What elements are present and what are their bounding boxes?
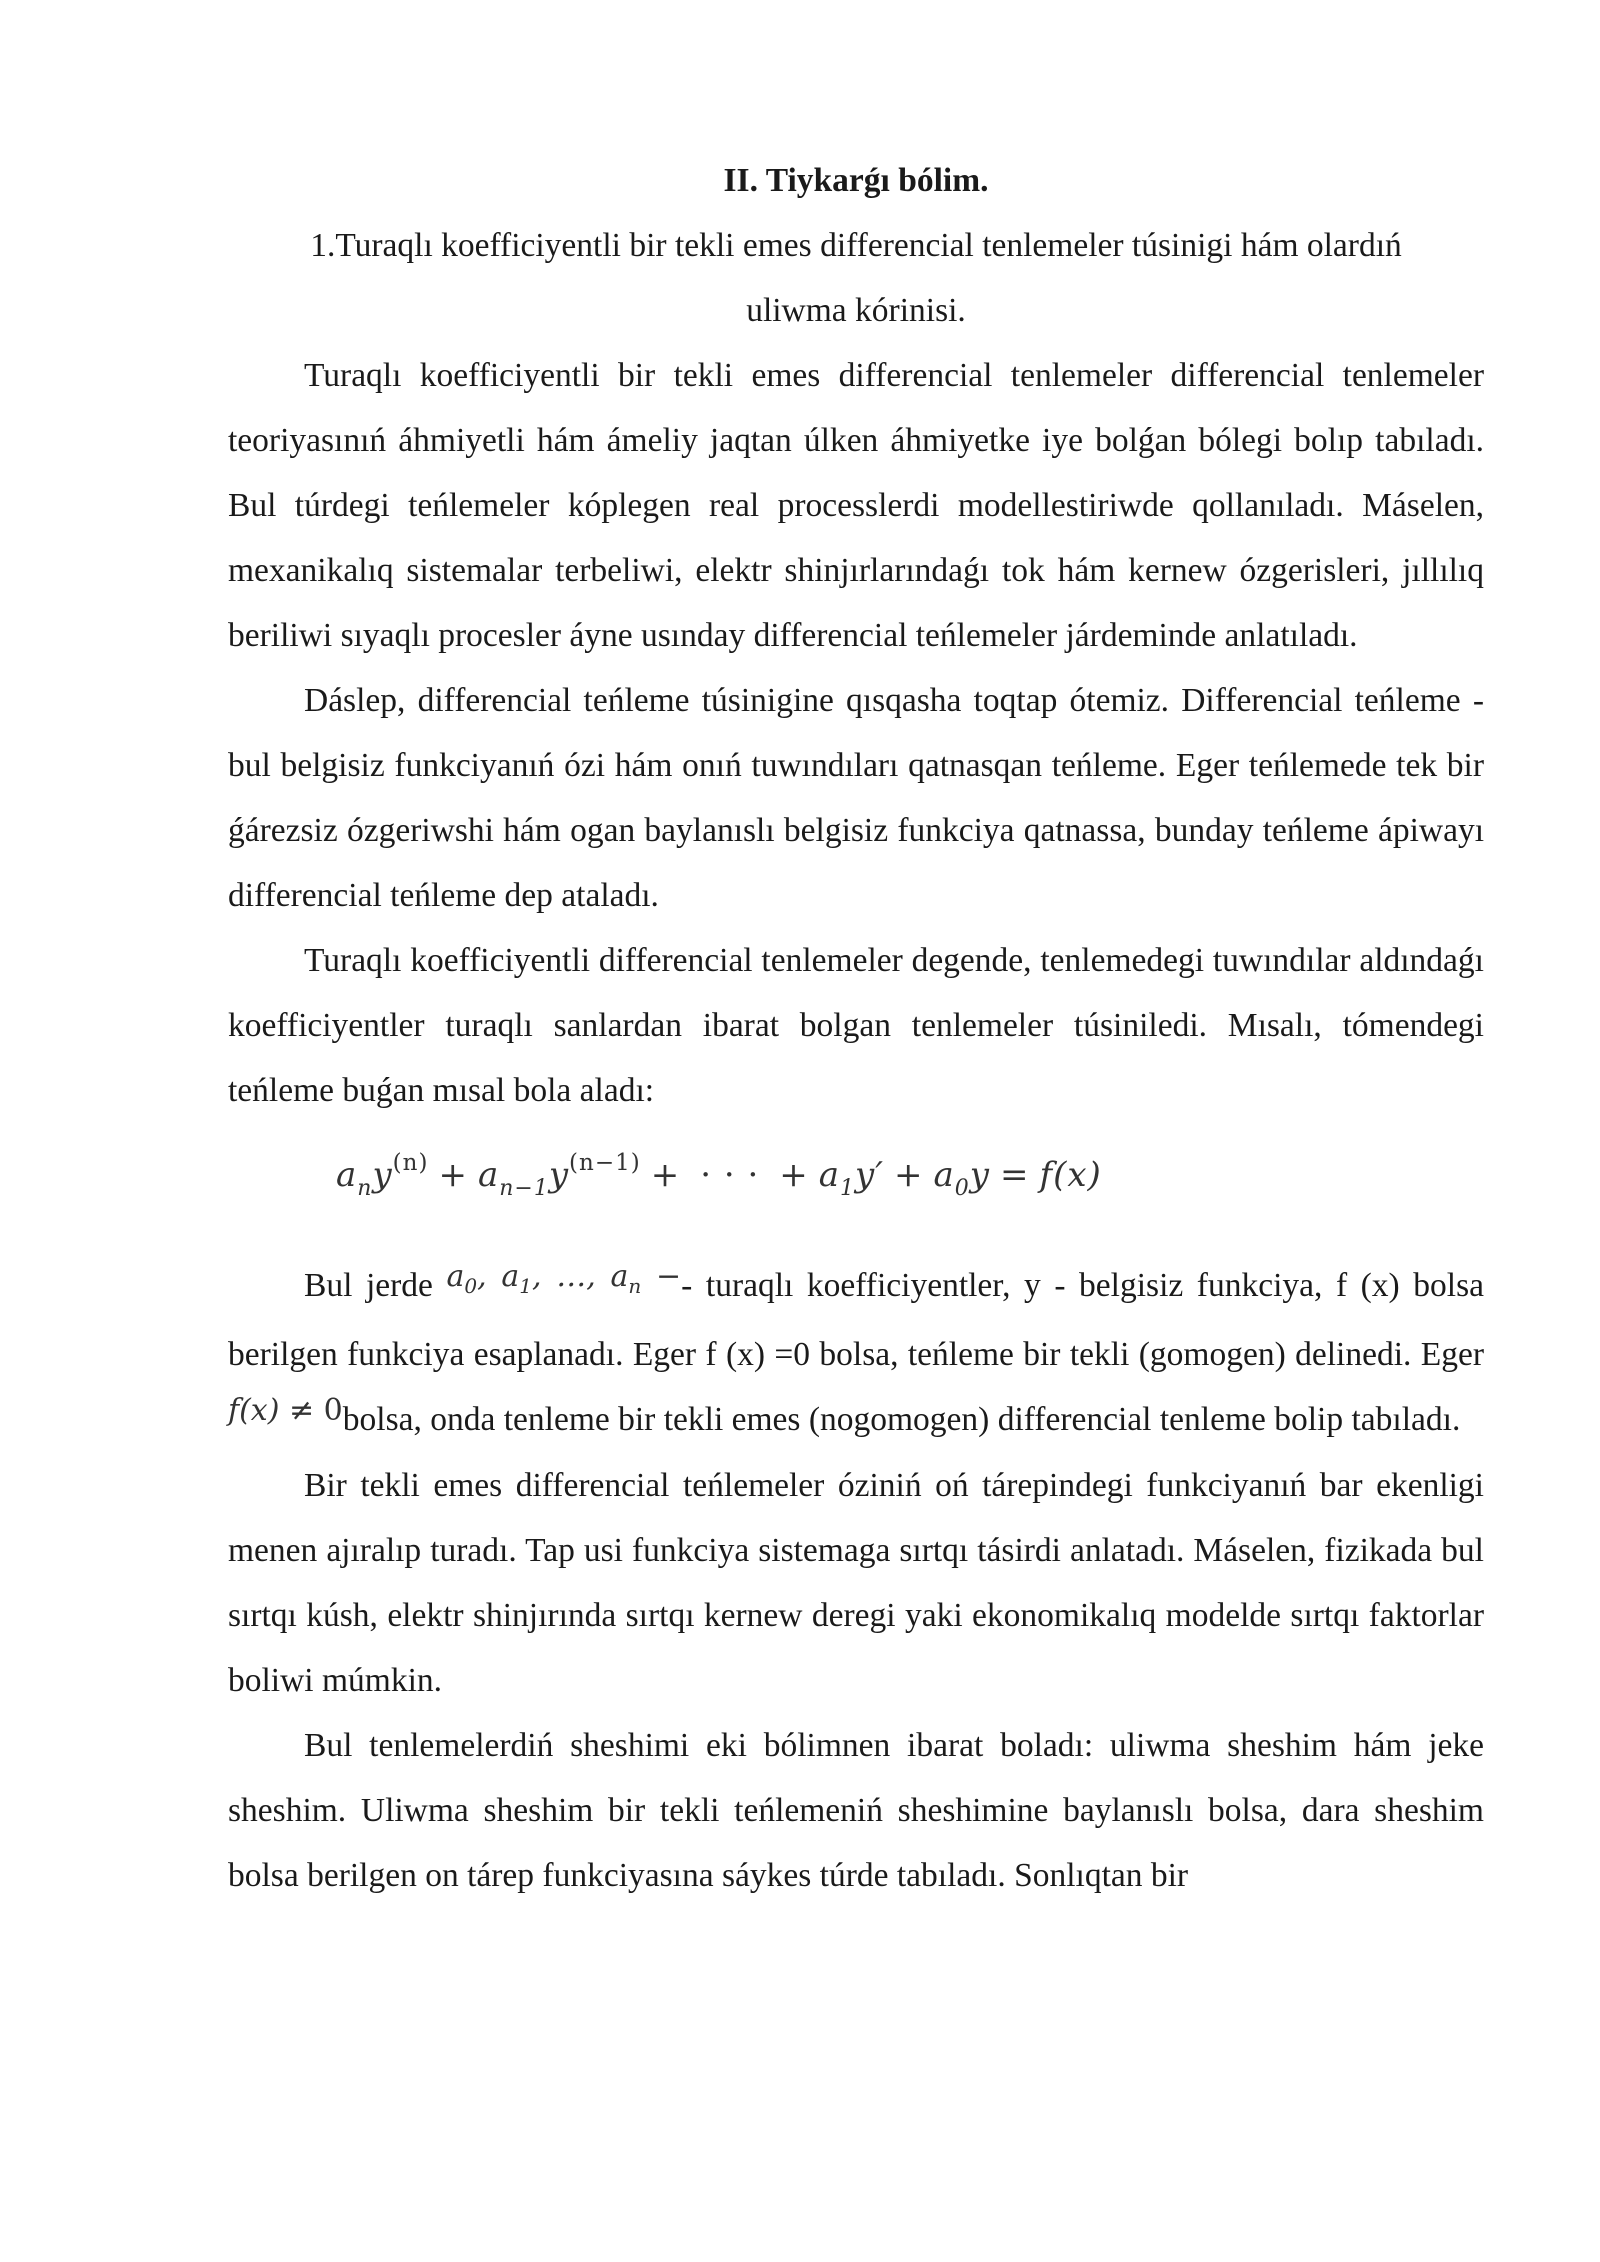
paragraph-nonhomogeneous: Bir tekli emes differencial teńlemeler óziniń oń tárepindegi funkciyanıń bar ekenligi menen ajıralıp turadı. Tap usi funkciya sistemaga sırtqı tásirdi anlatadı. Máselen, fizikada bul sırtqı kúsh, elektr shinjırında sırtqı kernew deregi yaki ekonomikalıq modelde sırtqı faktorlar boliwi múmkin.: [228, 1467, 1484, 1699]
linear-ode-equation: $a_ny^{(n)} + a_{n-1}y^{(n-1)}$ + · · · + $a_1y' + a_0y = f(x)$: [336, 1150, 1102, 1201]
equation-block: [228, 1123, 1484, 1253]
section-heading: II. Tiykarǵı bólim.: [723, 162, 989, 199]
paragraph-definition: Dáslep, differencial teńleme túsinigine qısqasha toqtap ótemiz. Differencial teńleme - bul belgisiz funkciyanıń ózi hám onıń tuwındıları qatnasqan teńleme. Eger teńlemede tek bir ǵárezsiz ózgeriwshi hám ogan baylanıslı belgisiz funkciya qatnassa, bunday teńleme ápiwayı differencial teńleme dep ataladı.: [228, 682, 1484, 914]
subsection-heading-line-2: uliwma kórinisi.: [746, 292, 966, 329]
paragraph-solution-structure: Bul tenlemelerdiń sheshimi eki bólimnen ibarat boladı: uliwma sheshim hám jeke sheshim. Uliwma sheshim bir tekli teńlemeniń sheshimine baylanıslı bolsa, dara sheshim bolsa berilgen on tárep funkciyasına sáykes túrde tabıladı. Sonlıqtan bir: [228, 1727, 1484, 1894]
paragraph-intro: Turaqlı koefficiyentli bir tekli emes differencial tenlemeler differencial tenlemeler teoriyasınıń áhmiyetli hám ámeliy jaqtan úlken áhmiyetke iye bolǵan bólegi bolıp tabıladı. Bul túrdegi teńlemeler kóplegen real processlerdi modellestiriwde qollanıladı. Máselen, mexanikalıq sistemalar terbeliwi, elektr shinjırlarındaǵı tok hám kernew ózgerisleri, jıllılıq beriliwi sıyaqlı procesler áyne usınday differencial teńlemeler járdeminde anlatıladı.: [228, 357, 1484, 654]
nonzero-condition-math: f(x) ≠ 0: [228, 1393, 343, 1428]
paragraph-notation: Bul jerde $a_0$, $a_1$, …, $a_n$ −- turaqlı koefficiyentler, y - belgisiz funkciya, f (x) bolsa berilgen funkciya esaplanadı. Eger f (x) =0 bolsa, teńleme bir tekli (gomogen) delinedi. Eger f(x) ≠ 0bolsa, onda tenleme bir tekli emes (nogomogen) differencial tenleme bolip tabıladı.: [228, 1259, 1484, 1438]
paragraph-constant-coefficients: Turaqlı koefficiyentli differencial tenlemeler degende, tenlemedegi tuwındılar aldındaǵı koefficiyentler turaqlı sanlardan ibarat bolgan tenlemeler túsiniledi. Mısalı, tómendegi teńleme buǵan mısal bola aladı:: [228, 942, 1484, 1109]
document-page: [228, 148, 1484, 1908]
subsection-heading-line-1: 1.Turaqlı koefficiyentli bir tekli emes differencial tenlemeler túsinigi hám olardıń: [310, 227, 1402, 264]
coefficients-math: $a_0$, $a_1$, …, $a_n$ −: [446, 1259, 682, 1298]
